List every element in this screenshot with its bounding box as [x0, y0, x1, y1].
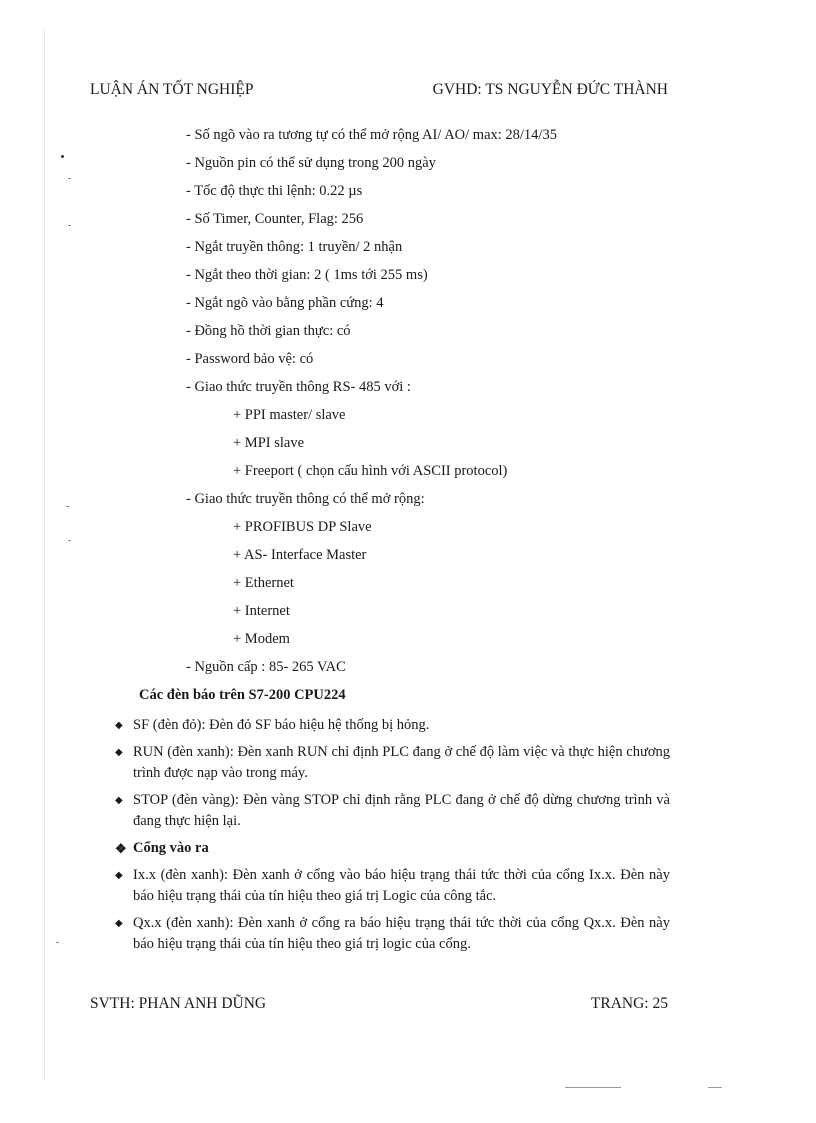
header-title: LUẬN ÁN TỐT NGHIỆP: [90, 81, 254, 98]
bullet-text: Qx.x (đèn xanh): Đèn xanh ở cổng ra báo hiệu trạng thái tức thời của cổng Qx.x. Đèn này báo hiệu trạng thái của tín hiệu theo giá trị logic của cổng.: [133, 915, 670, 952]
bullet-text: STOP (đèn vàng): Đèn vàng STOP chỉ định rằng PLC đang ở chế độ dừng chương trình và đang thực hiện lại.: [133, 792, 670, 829]
scan-artifact-line: [708, 1087, 722, 1088]
spec-line: - Nguồn cấp : 85- 265 VAC: [186, 659, 346, 675]
list-item: [115, 913, 670, 955]
spec-subline: + Ethernet: [233, 575, 294, 591]
spec-line: - Số Timer, Counter, Flag: 256: [186, 211, 364, 227]
bullet-text: SF (đèn đỏ): Đèn đỏ SF báo hiệu hệ thống bị hỏng.: [133, 717, 430, 733]
diamond-bullet-icon: ◆: [115, 870, 123, 881]
spec-subline: + Freeport ( chọn cấu hình với ASCII protocol): [233, 463, 508, 479]
spec-line: - Giao thức truyền thông RS- 485 với :: [186, 379, 411, 395]
diamond-bullet-icon: ◆: [115, 795, 123, 806]
spec-line: - Đồng hồ thời gian thực: có: [186, 323, 351, 339]
four-diamond-bullet-icon: ❖: [115, 841, 127, 856]
page-footer: [90, 995, 668, 1013]
spec-subline: + AS- Interface Master: [233, 547, 367, 563]
scan-artifact-line: [565, 1087, 621, 1088]
spec-line: - Ngắt ngõ vào bằng phần cứng: 4: [186, 295, 384, 311]
spec-line: - Số ngõ vào ra tương tự có thể mở rộng AI/ AO/ max: 28/14/35: [186, 127, 557, 143]
bullet-text: Ix.x (đèn xanh): Đèn xanh ở cổng vào báo hiệu trạng thái tức thời của cổng Ix.x. Đèn này báo hiệu trạng thái của tín hiệu theo giá trị Logic của công tắc.: [133, 867, 670, 904]
spec-line: - Tốc độ thực thi lệnh: 0.22 µs: [186, 183, 363, 199]
diamond-bullet-icon: ◆: [115, 747, 123, 758]
list-item: [115, 865, 670, 907]
list-item: [115, 742, 670, 784]
scan-margin-line: [44, 30, 45, 1080]
spec-line: - Nguồn pin có thể sử dụng trong 200 ngày: [186, 155, 436, 171]
spec-line: - Ngắt theo thời gian: 2 ( 1ms tới 255 ms): [186, 267, 428, 283]
spec-subline: + MPI slave: [233, 435, 305, 451]
section-heading: Các đèn báo trên S7-200 CPU224: [139, 687, 346, 703]
footer-student: SVTH: PHAN ANH DŨNG: [90, 995, 267, 1012]
diamond-bullet-icon: ◆: [115, 720, 123, 731]
page-number: TRANG: 25: [590, 995, 668, 1012]
page-header: [90, 81, 668, 99]
spec-subline: + Internet: [233, 603, 290, 619]
bullet-text: Cổng vào ra: [133, 840, 209, 856]
scan-speck: [56, 942, 59, 943]
indicator-list: [115, 715, 670, 961]
list-item: [115, 838, 670, 859]
spec-line: - Ngắt truyền thông: 1 truyền/ 2 nhận: [186, 239, 403, 255]
list-item: [115, 715, 670, 736]
scan-speck: [68, 178, 71, 179]
scan-speck: [66, 506, 69, 507]
scan-speck: [61, 155, 64, 158]
scan-speck: [68, 540, 71, 541]
spec-subline: + PROFIBUS DP Slave: [233, 519, 372, 535]
bullet-text: RUN (đèn xanh): Đèn xanh RUN chỉ định PLC đang ở chế độ làm việc và thực hiện chương trình được nạp vào trong máy.: [133, 744, 670, 781]
spec-subline: + Modem: [233, 631, 290, 647]
header-advisor: GVHD: TS NGUYỄN ĐỨC THÀNH: [432, 81, 668, 98]
spec-line: - Password bảo vệ: có: [186, 351, 314, 367]
list-item: [115, 790, 670, 832]
diamond-bullet-icon: ◆: [115, 918, 123, 929]
spec-line: - Giao thức truyền thông có thể mở rộng:: [186, 491, 425, 507]
spec-subline: + PPI master/ slave: [233, 407, 346, 423]
scan-speck: [68, 225, 71, 226]
